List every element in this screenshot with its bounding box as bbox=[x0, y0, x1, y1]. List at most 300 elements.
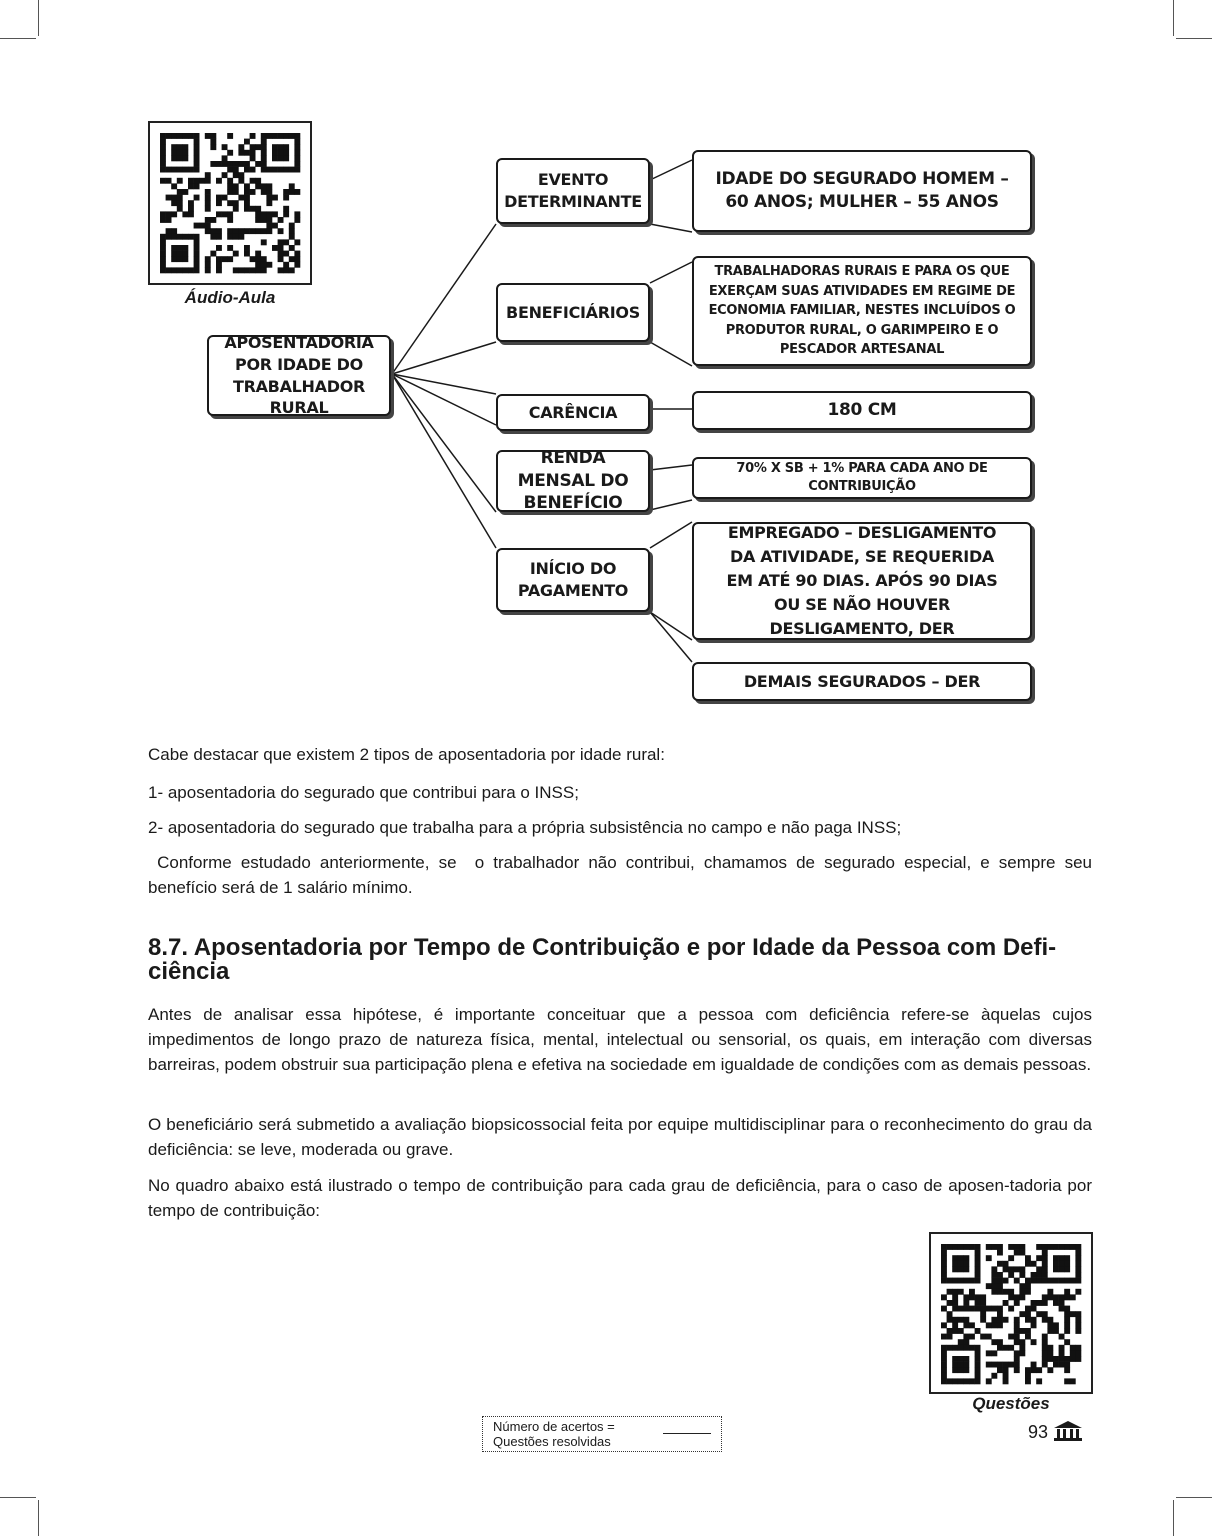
qr-module bbox=[1019, 1328, 1025, 1334]
qr-module bbox=[975, 1328, 981, 1334]
qr-module bbox=[1053, 1362, 1059, 1368]
qr-module bbox=[975, 1255, 981, 1261]
qr-module bbox=[1031, 1261, 1037, 1267]
qr-module bbox=[1064, 1339, 1070, 1345]
qr-module bbox=[986, 1334, 992, 1340]
qr-module bbox=[1003, 1373, 1009, 1379]
resolvidas-label: Questões resolvidas bbox=[493, 1434, 611, 1449]
section-heading-line1: 8.7. Aposentadoria por Tempo de Contribuição e por Idade da Pessoa com Defi- bbox=[148, 934, 1057, 961]
qr-module bbox=[1047, 1294, 1053, 1300]
qr-module bbox=[963, 1261, 969, 1267]
qr-module bbox=[991, 1373, 997, 1379]
qr-module bbox=[1014, 1322, 1020, 1328]
qr-module bbox=[958, 1317, 964, 1323]
qr-module bbox=[1059, 1294, 1065, 1300]
qr-module bbox=[997, 1261, 1003, 1267]
qr-module bbox=[941, 1294, 947, 1300]
qr-module bbox=[1047, 1356, 1053, 1362]
qr-module bbox=[1025, 1255, 1031, 1261]
qr-module bbox=[969, 1294, 975, 1300]
qr-module bbox=[975, 1272, 981, 1278]
qr-module bbox=[1053, 1278, 1059, 1284]
qr-module bbox=[1070, 1294, 1076, 1300]
qr-module bbox=[1042, 1317, 1048, 1323]
qr-module bbox=[1014, 1250, 1020, 1256]
qr-module bbox=[1025, 1373, 1031, 1379]
qr-module bbox=[1008, 1289, 1014, 1295]
qr-module bbox=[1008, 1294, 1014, 1300]
qr-module bbox=[1047, 1289, 1053, 1295]
qr-module bbox=[1042, 1278, 1048, 1284]
qr-module bbox=[1064, 1289, 1070, 1295]
qr-module bbox=[1070, 1345, 1076, 1351]
score-blank-line bbox=[663, 1433, 711, 1434]
qr-module bbox=[941, 1250, 947, 1256]
qr-module bbox=[952, 1356, 958, 1362]
qr-module bbox=[952, 1367, 958, 1373]
page-number: 93 bbox=[1028, 1422, 1049, 1442]
qr-module bbox=[991, 1283, 997, 1289]
qr-module bbox=[958, 1261, 964, 1267]
qr-module bbox=[991, 1266, 997, 1272]
qr-module bbox=[963, 1339, 969, 1345]
qr-module bbox=[947, 1278, 953, 1284]
qr-module bbox=[1025, 1311, 1031, 1317]
qr-module bbox=[1025, 1334, 1031, 1340]
qr-module bbox=[1031, 1306, 1037, 1312]
qr-module bbox=[1042, 1345, 1048, 1351]
qr-module bbox=[1053, 1322, 1059, 1328]
qr-module bbox=[1075, 1250, 1081, 1256]
qr-module bbox=[952, 1345, 958, 1351]
qr-module bbox=[941, 1244, 947, 1250]
qr-module bbox=[958, 1266, 964, 1272]
qr-module bbox=[1042, 1272, 1048, 1278]
qr-module bbox=[969, 1322, 975, 1328]
qr-module bbox=[1019, 1244, 1025, 1250]
qr-module bbox=[1014, 1356, 1020, 1362]
qr-module bbox=[1075, 1317, 1081, 1323]
qr-module bbox=[1042, 1300, 1048, 1306]
crop-mark bbox=[1176, 1497, 1212, 1498]
qr-module bbox=[952, 1317, 958, 1323]
acertos-label: Número de acertos = bbox=[493, 1419, 615, 1434]
qr-module bbox=[941, 1272, 947, 1278]
qr-module bbox=[1064, 1255, 1070, 1261]
qr-module bbox=[1070, 1278, 1076, 1284]
qr-module bbox=[1075, 1311, 1081, 1317]
qr-module bbox=[952, 1328, 958, 1334]
paragraph-segurado-especial: Conforme estudado anteriormente, se o trabalhador não contribui, chamamos de segurado especial, e sempre seu benefício será de 1 salário mínimo. bbox=[148, 853, 1097, 897]
qr-module bbox=[1075, 1255, 1081, 1261]
qr-module bbox=[1019, 1311, 1025, 1317]
category-box-beneficiarios: BENEFICIÁRIOS bbox=[496, 283, 650, 342]
qr-module bbox=[1053, 1244, 1059, 1250]
qr-module bbox=[1025, 1261, 1031, 1267]
qr-module bbox=[1003, 1362, 1009, 1368]
qr-module bbox=[1036, 1278, 1042, 1284]
qr-module bbox=[1003, 1289, 1009, 1295]
qr-module bbox=[1008, 1244, 1014, 1250]
qr-module bbox=[958, 1328, 964, 1334]
qr-module bbox=[1008, 1334, 1014, 1340]
qr-module bbox=[1075, 1261, 1081, 1267]
qr-module bbox=[1003, 1300, 1009, 1306]
crop-mark bbox=[1173, 1500, 1174, 1536]
qr-module bbox=[1042, 1294, 1048, 1300]
qr-module bbox=[975, 1306, 981, 1312]
category-box-renda-mensal: RENDA MENSAL DO BENEFÍCIO bbox=[496, 450, 650, 512]
qr-module bbox=[963, 1322, 969, 1328]
qr-module bbox=[997, 1345, 1003, 1351]
qr-module bbox=[997, 1367, 1003, 1373]
qr-module bbox=[1064, 1378, 1070, 1384]
qr-module bbox=[1053, 1266, 1059, 1272]
qr-module bbox=[1003, 1345, 1009, 1351]
qr-module bbox=[969, 1345, 975, 1351]
qr-module bbox=[952, 1255, 958, 1261]
qr-module bbox=[963, 1345, 969, 1351]
qr-module bbox=[963, 1294, 969, 1300]
qr-module bbox=[958, 1367, 964, 1373]
qr-module bbox=[986, 1362, 992, 1368]
qr-module bbox=[958, 1339, 964, 1345]
qr-module bbox=[963, 1334, 969, 1340]
qr-module bbox=[941, 1278, 947, 1284]
qr-module bbox=[980, 1306, 986, 1312]
crop-mark bbox=[38, 1500, 39, 1536]
qr-module bbox=[991, 1362, 997, 1368]
qr-module bbox=[991, 1244, 997, 1250]
qr-module bbox=[1031, 1272, 1037, 1278]
qr-module bbox=[1064, 1306, 1070, 1312]
qr-module bbox=[997, 1317, 1003, 1323]
detail-box-empregado: EMPREGADO – DESLIGAMENTO DA ATIVIDADE, SE REQUERIDA EM ATÉ 90 DIAS. APÓS 90 DIAS OU SE NÃO HOUVER DESLIGAMENTO, DER bbox=[692, 522, 1032, 640]
qr-module bbox=[975, 1294, 981, 1300]
qr-module bbox=[941, 1345, 947, 1351]
score-box bbox=[482, 1416, 722, 1452]
qr-module bbox=[1036, 1244, 1042, 1250]
qr-module bbox=[997, 1322, 1003, 1328]
qr-module bbox=[1036, 1266, 1042, 1272]
qr-module bbox=[969, 1289, 975, 1295]
qr-module bbox=[1031, 1300, 1037, 1306]
qr-module bbox=[991, 1322, 997, 1328]
qr-module bbox=[952, 1322, 958, 1328]
qr-module bbox=[1042, 1339, 1048, 1345]
qr-module bbox=[1047, 1367, 1053, 1373]
qr-module bbox=[1059, 1306, 1065, 1312]
qr-module bbox=[941, 1350, 947, 1356]
qr-module bbox=[1019, 1250, 1025, 1256]
qr-module bbox=[958, 1362, 964, 1368]
qr-module bbox=[986, 1306, 992, 1312]
qr-module bbox=[1036, 1311, 1042, 1317]
qr-module bbox=[1064, 1322, 1070, 1328]
qr-module bbox=[963, 1367, 969, 1373]
qr-module bbox=[980, 1311, 986, 1317]
qr-module bbox=[1042, 1350, 1048, 1356]
qr-module bbox=[1008, 1362, 1014, 1368]
qr-module bbox=[1003, 1278, 1009, 1284]
qr-module bbox=[991, 1272, 997, 1278]
qr-module bbox=[1036, 1255, 1042, 1261]
qr-module bbox=[1059, 1362, 1065, 1368]
qr-module bbox=[969, 1378, 975, 1384]
qr-module bbox=[1042, 1356, 1048, 1362]
qr-module bbox=[1025, 1317, 1031, 1323]
qr-module bbox=[1014, 1367, 1020, 1373]
qr-module bbox=[991, 1278, 997, 1284]
qr-module bbox=[1014, 1278, 1020, 1284]
qr-module bbox=[1042, 1255, 1048, 1261]
qr-module bbox=[997, 1311, 1003, 1317]
qr-module bbox=[1064, 1278, 1070, 1284]
qr-module bbox=[975, 1378, 981, 1384]
qr-module bbox=[1064, 1266, 1070, 1272]
qr-module bbox=[1059, 1300, 1065, 1306]
qr-module bbox=[1036, 1300, 1042, 1306]
qr-module bbox=[997, 1250, 1003, 1256]
category-box-evento-determinante: EVENTO DETERMINANTE bbox=[496, 158, 650, 224]
qr-module bbox=[975, 1266, 981, 1272]
qr-module bbox=[1025, 1367, 1031, 1373]
qr-module bbox=[1036, 1378, 1042, 1384]
qr-module bbox=[1019, 1266, 1025, 1272]
qr-module bbox=[997, 1278, 1003, 1284]
qr-module bbox=[1075, 1322, 1081, 1328]
qr-module bbox=[1031, 1278, 1037, 1284]
qr-module bbox=[1075, 1272, 1081, 1278]
qr-module bbox=[1008, 1306, 1014, 1312]
qr-module bbox=[1031, 1317, 1037, 1323]
qr-module bbox=[986, 1350, 992, 1356]
qr-module bbox=[1014, 1362, 1020, 1368]
qr-module bbox=[952, 1378, 958, 1384]
qr-module bbox=[1003, 1266, 1009, 1272]
qr-module bbox=[991, 1289, 997, 1295]
qr-module bbox=[1025, 1289, 1031, 1295]
qr-module bbox=[1053, 1328, 1059, 1334]
building-icon bbox=[1052, 1420, 1084, 1442]
qr-module bbox=[958, 1244, 964, 1250]
qr-module bbox=[963, 1306, 969, 1312]
qr-module bbox=[958, 1255, 964, 1261]
qr-module bbox=[1059, 1334, 1065, 1340]
qr-module bbox=[1042, 1266, 1048, 1272]
qr-module bbox=[941, 1306, 947, 1312]
qr-module bbox=[1059, 1244, 1065, 1250]
qr-module bbox=[997, 1244, 1003, 1250]
qr-module bbox=[975, 1356, 981, 1362]
qr-module bbox=[1025, 1278, 1031, 1284]
qr-module bbox=[975, 1367, 981, 1373]
qr-module bbox=[975, 1350, 981, 1356]
qr-module bbox=[958, 1278, 964, 1284]
detail-box-renda: 70% X SB + 1% PARA CADA ANO DE CONTRIBUIÇÃO bbox=[692, 457, 1032, 499]
qr-module bbox=[1036, 1367, 1042, 1373]
qr-module bbox=[947, 1300, 953, 1306]
qr-module bbox=[986, 1378, 992, 1384]
qr-module bbox=[1031, 1339, 1037, 1345]
qr-module bbox=[1019, 1350, 1025, 1356]
qr-module bbox=[947, 1289, 953, 1295]
qr-module bbox=[947, 1334, 953, 1340]
qr-module bbox=[1042, 1261, 1048, 1267]
qr-module bbox=[1047, 1328, 1053, 1334]
paragraph-tipos-aposentadoria: Cabe destacar que existem 2 tipos de aposentadoria por idade rural: bbox=[148, 745, 665, 764]
qr-module bbox=[1070, 1244, 1076, 1250]
qr-module bbox=[1059, 1278, 1065, 1284]
qr-module bbox=[986, 1322, 992, 1328]
category-box-inicio-pagamento: INÍCIO DO PAGAMENTO bbox=[496, 548, 650, 612]
qr-module bbox=[1059, 1266, 1065, 1272]
qr-module bbox=[1075, 1266, 1081, 1272]
qr-module bbox=[980, 1334, 986, 1340]
qr-module bbox=[952, 1244, 958, 1250]
qr-module bbox=[947, 1311, 953, 1317]
qr-module bbox=[997, 1306, 1003, 1312]
qr-module bbox=[1025, 1328, 1031, 1334]
qr-module bbox=[952, 1294, 958, 1300]
qr-module bbox=[1053, 1261, 1059, 1267]
qr-module bbox=[969, 1244, 975, 1250]
detail-box-idade: IDADE DO SEGURADO HOMEM – 60 ANOS; MULHER – 55 ANOS bbox=[692, 150, 1032, 232]
qr-module bbox=[1064, 1362, 1070, 1368]
qr-module bbox=[1019, 1272, 1025, 1278]
qr-module bbox=[1025, 1283, 1031, 1289]
qr-module bbox=[958, 1306, 964, 1312]
qr-module bbox=[1047, 1322, 1053, 1328]
qr-module bbox=[1025, 1378, 1031, 1384]
qr-module bbox=[1075, 1278, 1081, 1284]
qr-module bbox=[947, 1328, 953, 1334]
qr-module bbox=[947, 1345, 953, 1351]
qr-module bbox=[1070, 1311, 1076, 1317]
qr-module bbox=[963, 1244, 969, 1250]
qr-module bbox=[1075, 1345, 1081, 1351]
qr-module bbox=[1003, 1367, 1009, 1373]
qr-module bbox=[952, 1289, 958, 1295]
qr-module bbox=[1003, 1317, 1009, 1323]
qr-module bbox=[1042, 1250, 1048, 1256]
qr-module bbox=[1008, 1272, 1014, 1278]
category-box-carencia: CARÊNCIA bbox=[496, 394, 650, 431]
qr-module bbox=[952, 1362, 958, 1368]
qr-module bbox=[991, 1350, 997, 1356]
qr-module bbox=[1047, 1345, 1053, 1351]
paragraph-avaliacao: O beneficiário será submetido a avaliação biopsicossocial feita por equipe multidisciplinar para o reconhecimento do grau da deficiência: se leve, moderada ou grave. bbox=[148, 1115, 1092, 1159]
qr-module bbox=[1075, 1328, 1081, 1334]
qr-module bbox=[975, 1362, 981, 1368]
qr-module bbox=[947, 1244, 953, 1250]
qr-module bbox=[941, 1261, 947, 1267]
detail-box-carencia: 180 CM bbox=[692, 391, 1032, 430]
crop-mark bbox=[0, 1497, 36, 1498]
paragraph-pessoa-deficiencia: Antes de analisar essa hipótese, é importante conceituar que a pessoa com deficiência refere-se àquelas cujos impedimentos de longo prazo de natureza física, mental, intelectual ou sensorial, os quais, em interação com diversas barreiras, podem obstruir sua participação plena e efetiva na sociedade em igualdade de condições com as demais pessoas. bbox=[148, 1005, 1092, 1074]
qr-module bbox=[1031, 1362, 1037, 1368]
qr-module bbox=[941, 1322, 947, 1328]
qr-module bbox=[1064, 1356, 1070, 1362]
list-item-1: 1- aposentadoria do segurado que contribui para o INSS; bbox=[148, 783, 579, 802]
qr-module bbox=[1019, 1345, 1025, 1351]
qr-module bbox=[963, 1255, 969, 1261]
qr-module bbox=[1064, 1244, 1070, 1250]
qr-module bbox=[1014, 1350, 1020, 1356]
qr-module bbox=[969, 1334, 975, 1340]
qr-module bbox=[1047, 1278, 1053, 1284]
qr-module bbox=[963, 1356, 969, 1362]
qr-module bbox=[1019, 1283, 1025, 1289]
qr-module bbox=[991, 1339, 997, 1345]
qr-module bbox=[941, 1362, 947, 1368]
qr-module bbox=[1014, 1244, 1020, 1250]
qr-module bbox=[941, 1373, 947, 1379]
qr-module bbox=[941, 1334, 947, 1340]
qr-module bbox=[1008, 1266, 1014, 1272]
qr-module bbox=[975, 1250, 981, 1256]
qr-module bbox=[986, 1283, 992, 1289]
qr-module bbox=[952, 1306, 958, 1312]
qr-module bbox=[1064, 1328, 1070, 1334]
detail-box-beneficiarios: TRABALHADORAS RURAIS E PARA OS QUE EXERÇAM SUAS ATIVIDADES EM REGIME DE ECONOMIA FAMILIAR, NESTES INCLUÍDOS O PRODUTOR RURAL, O GARIMPEIRO E O PESCADOR ARTESANAL bbox=[692, 256, 1032, 366]
qr-module bbox=[997, 1362, 1003, 1368]
qr-module bbox=[969, 1306, 975, 1312]
qr-module bbox=[969, 1278, 975, 1284]
qr-module bbox=[963, 1362, 969, 1368]
qr-module bbox=[1047, 1350, 1053, 1356]
qr-module bbox=[1014, 1328, 1020, 1334]
qr-module bbox=[1042, 1362, 1048, 1368]
qr-module bbox=[958, 1356, 964, 1362]
qr-module bbox=[963, 1278, 969, 1284]
paragraph-quadro: No quadro abaixo está ilustrado o tempo de contribuição para cada grau de deficiência, para o caso de aposen-tadoria por tempo de contribuição: bbox=[148, 1176, 1092, 1220]
qr-module bbox=[1031, 1367, 1037, 1373]
qr-module bbox=[1031, 1322, 1037, 1328]
qr-module bbox=[1014, 1294, 1020, 1300]
qr-module bbox=[1064, 1261, 1070, 1267]
qr-module bbox=[947, 1317, 953, 1323]
qr-module bbox=[1053, 1356, 1059, 1362]
qr-module bbox=[963, 1378, 969, 1384]
qr-module bbox=[1014, 1339, 1020, 1345]
qr-module bbox=[991, 1317, 997, 1323]
qr-module bbox=[1059, 1350, 1065, 1356]
qr-module bbox=[1036, 1272, 1042, 1278]
qr-module bbox=[986, 1244, 992, 1250]
qr-module bbox=[963, 1317, 969, 1323]
qr-module bbox=[1019, 1294, 1025, 1300]
qr-code-icon[interactable] bbox=[929, 1232, 1093, 1394]
qr-module bbox=[958, 1378, 964, 1384]
qr-module bbox=[1014, 1300, 1020, 1306]
qr-module bbox=[941, 1378, 947, 1384]
qr-module bbox=[1075, 1356, 1081, 1362]
qr-module bbox=[980, 1294, 986, 1300]
qr-module bbox=[1075, 1289, 1081, 1295]
qr-module bbox=[1019, 1339, 1025, 1345]
qr-module bbox=[941, 1356, 947, 1362]
qr-module bbox=[1019, 1289, 1025, 1295]
qr-module bbox=[952, 1278, 958, 1284]
qr-module bbox=[975, 1278, 981, 1284]
qr-module bbox=[997, 1339, 1003, 1345]
qr-module bbox=[1064, 1294, 1070, 1300]
qr-module bbox=[1047, 1317, 1053, 1323]
qr-module bbox=[1014, 1317, 1020, 1323]
qr-module bbox=[997, 1283, 1003, 1289]
qr-module bbox=[952, 1300, 958, 1306]
